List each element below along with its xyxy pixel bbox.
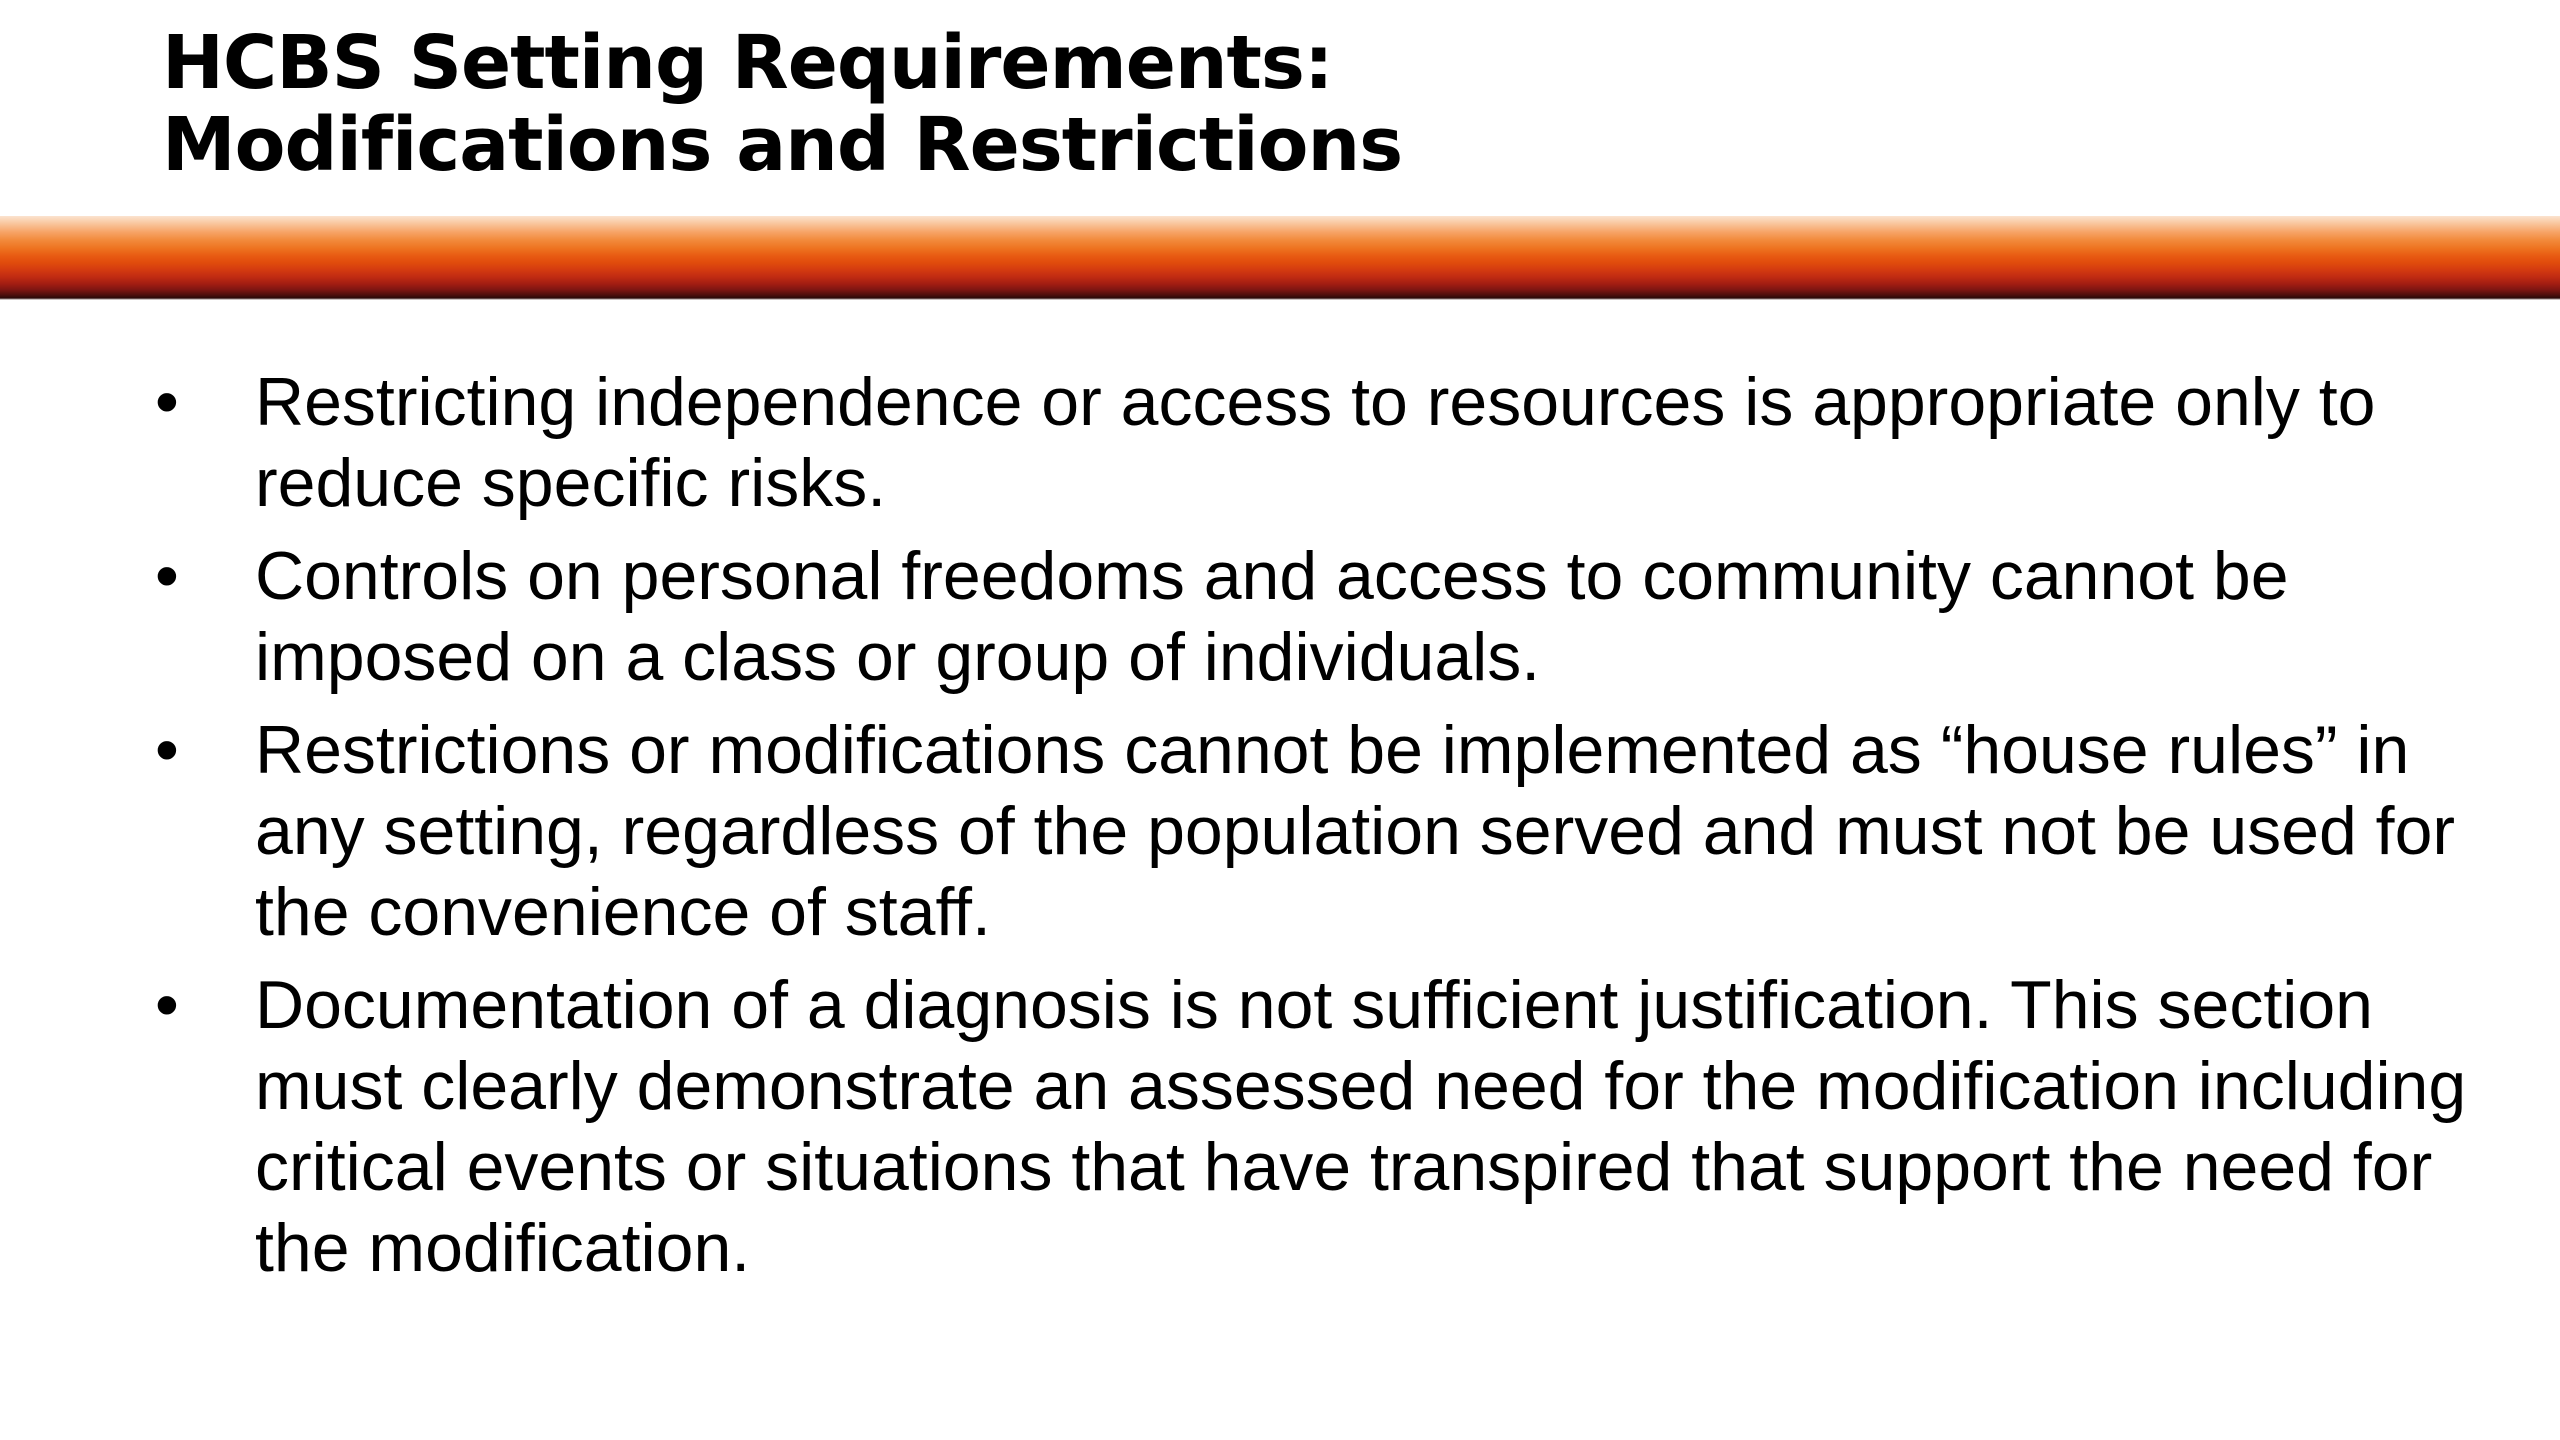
- bullet-text: Restricting independence or access to resources is appropriate only to reduce specific risks.: [255, 364, 2376, 521]
- bullet-icon: •: [155, 967, 179, 1043]
- bullet-text: Documentation of a diagnosis is not sufficient justification. This section must clearly demonstrate an assessed need for the modification including critical events or situations that have transpired that support the need for the modification.: [255, 967, 2467, 1286]
- bullet-text: Restrictions or modifications cannot be implemented as “house rules” in any setting, regardless of the population served and must not be used for the convenience of staff.: [255, 712, 2456, 950]
- list-item: [155, 536, 2515, 698]
- bullet-icon: •: [155, 538, 179, 614]
- list-item: [155, 710, 2515, 953]
- bullet-text: Controls on personal freedoms and access to community cannot be imposed on a class or group of individuals.: [255, 538, 2289, 695]
- bullet-list: [155, 362, 2515, 1301]
- slide-title: [162, 22, 1402, 186]
- slide-title-line-2: Modifications and Restrictions: [162, 102, 1403, 188]
- bullet-icon: •: [155, 712, 179, 788]
- bullet-icon: •: [155, 364, 179, 440]
- list-item: [155, 965, 2515, 1289]
- slide-title-line-1: HCBS Setting Requirements:: [162, 20, 1333, 106]
- list-item: [155, 362, 2515, 524]
- decorative-gradient-stripe: [0, 216, 2560, 300]
